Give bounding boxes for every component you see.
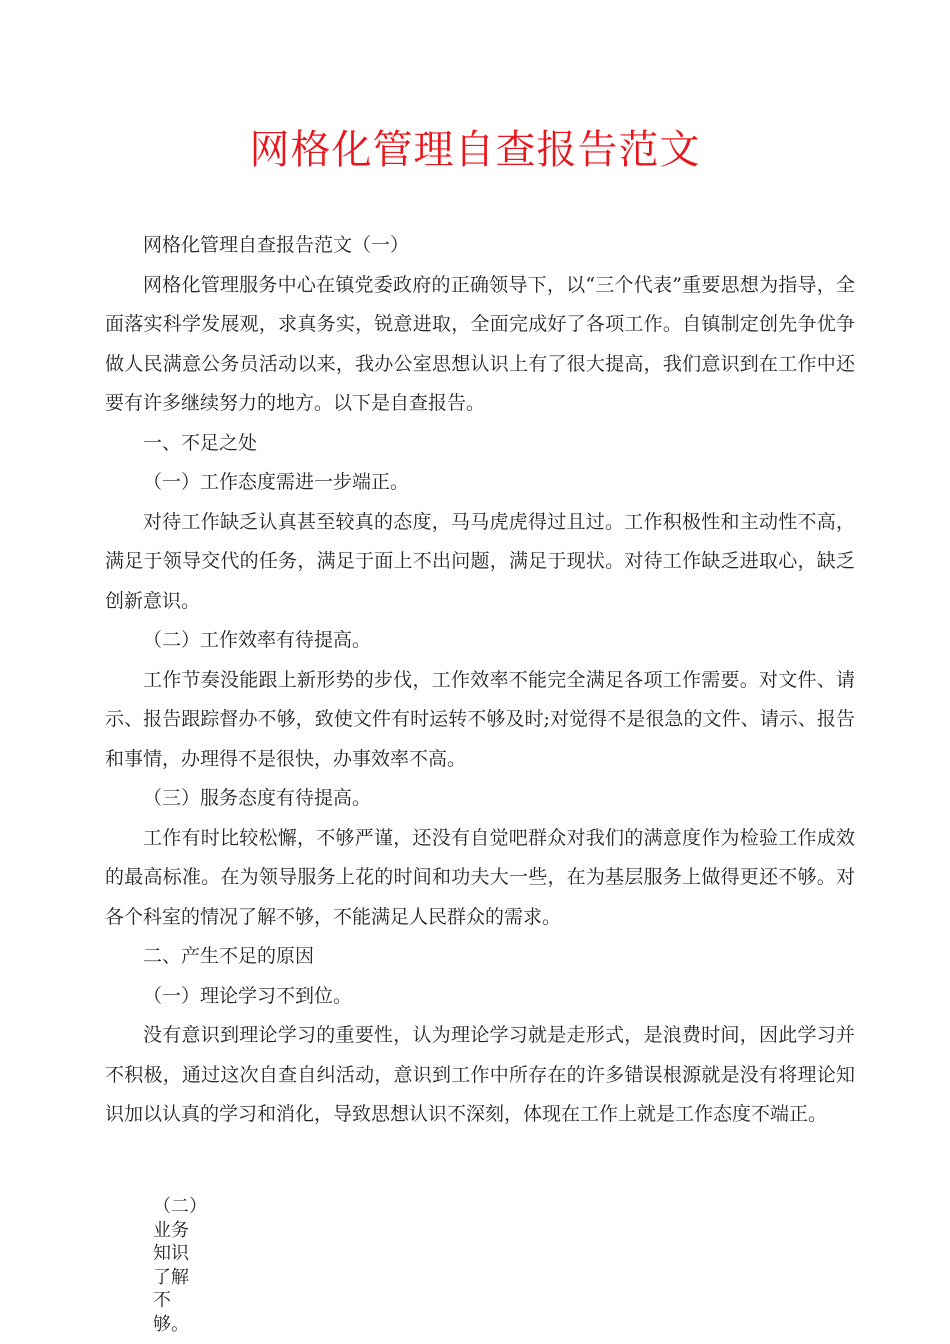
paragraph-1-2: 工作节奏没能跟上新形势的步伐，工作效率不能完全满足各项工作需要。对文件、请示、报告跟踪督办不够，致使文件有时运转不够及时;对觉得不是很急的文件、请示、报告和事情，办理得不是很快，办事效率不高。 (105, 668, 855, 770)
heading-subsection-1-1: （一）工作态度需进一步端正。 (143, 471, 410, 493)
paragraph-2-1: 没有意识到理论学习的重要性，认为理论学习就是走形式，是浪费时间，因此学习并不积极，通过这次自查自纠活动，意识到工作中所存在的许多错误根源就是没有将理论知识加以认真的学习和消化，导致思想认识不深刻，体现在工作上就是工作态度不端正。 (105, 1024, 855, 1125)
heading-subsection-2-2-fragment: （二）业务知识了解不够。 (153, 1196, 207, 1335)
paragraph-1-3: 工作有时比较松懈，不够严谨，还没有自觉吧群众对我们的满意度作为检验工作成效的最高标准。在为领导服务上花的时间和功夫大一些，在为基层服务上做得更还不够。对各个科室的情况了解不够，不能满足人民群众的需求。 (105, 826, 855, 928)
paragraph-subtitle: 网格化管理自查报告范文（一） (143, 234, 410, 256)
paragraph-1-1: 对待工作缺乏认真甚至较真的态度，马马虎虎得过且过。工作积极性和主动性不高，满足于领导交代的任务，满足于面上不出问题，满足于现状。对待工作缺乏进取心，缺乏创新意识。 (105, 510, 855, 612)
paragraph-intro: 网格化管理服务中心在镇党委政府的正确领导下，以“三个代表”重要思想为指导，全面落实科学发展观，求真务实，锐意进取，全面完成好了各项工作。自镇制定创先争优争做人民满意公务员活动以来，我办公室思想认识上有了很大提高，我们意识到在工作中还要有许多继续努力的地方。以下是自查报告。 (105, 273, 855, 414)
heading-subsection-2-1: （一）理论学习不到位。 (143, 984, 353, 1007)
document-title: 网格化管理自查报告范文 (249, 127, 701, 173)
heading-section-1: 一、不足之处 (143, 431, 258, 454)
document-body (105, 226, 855, 1135)
heading-subsection-1-2: （二）工作效率有待提高。 (143, 629, 372, 651)
heading-section-2: 二、产生不足的原因 (143, 945, 315, 967)
heading-subsection-1-3: （三）服务态度有待提高。 (143, 787, 372, 809)
